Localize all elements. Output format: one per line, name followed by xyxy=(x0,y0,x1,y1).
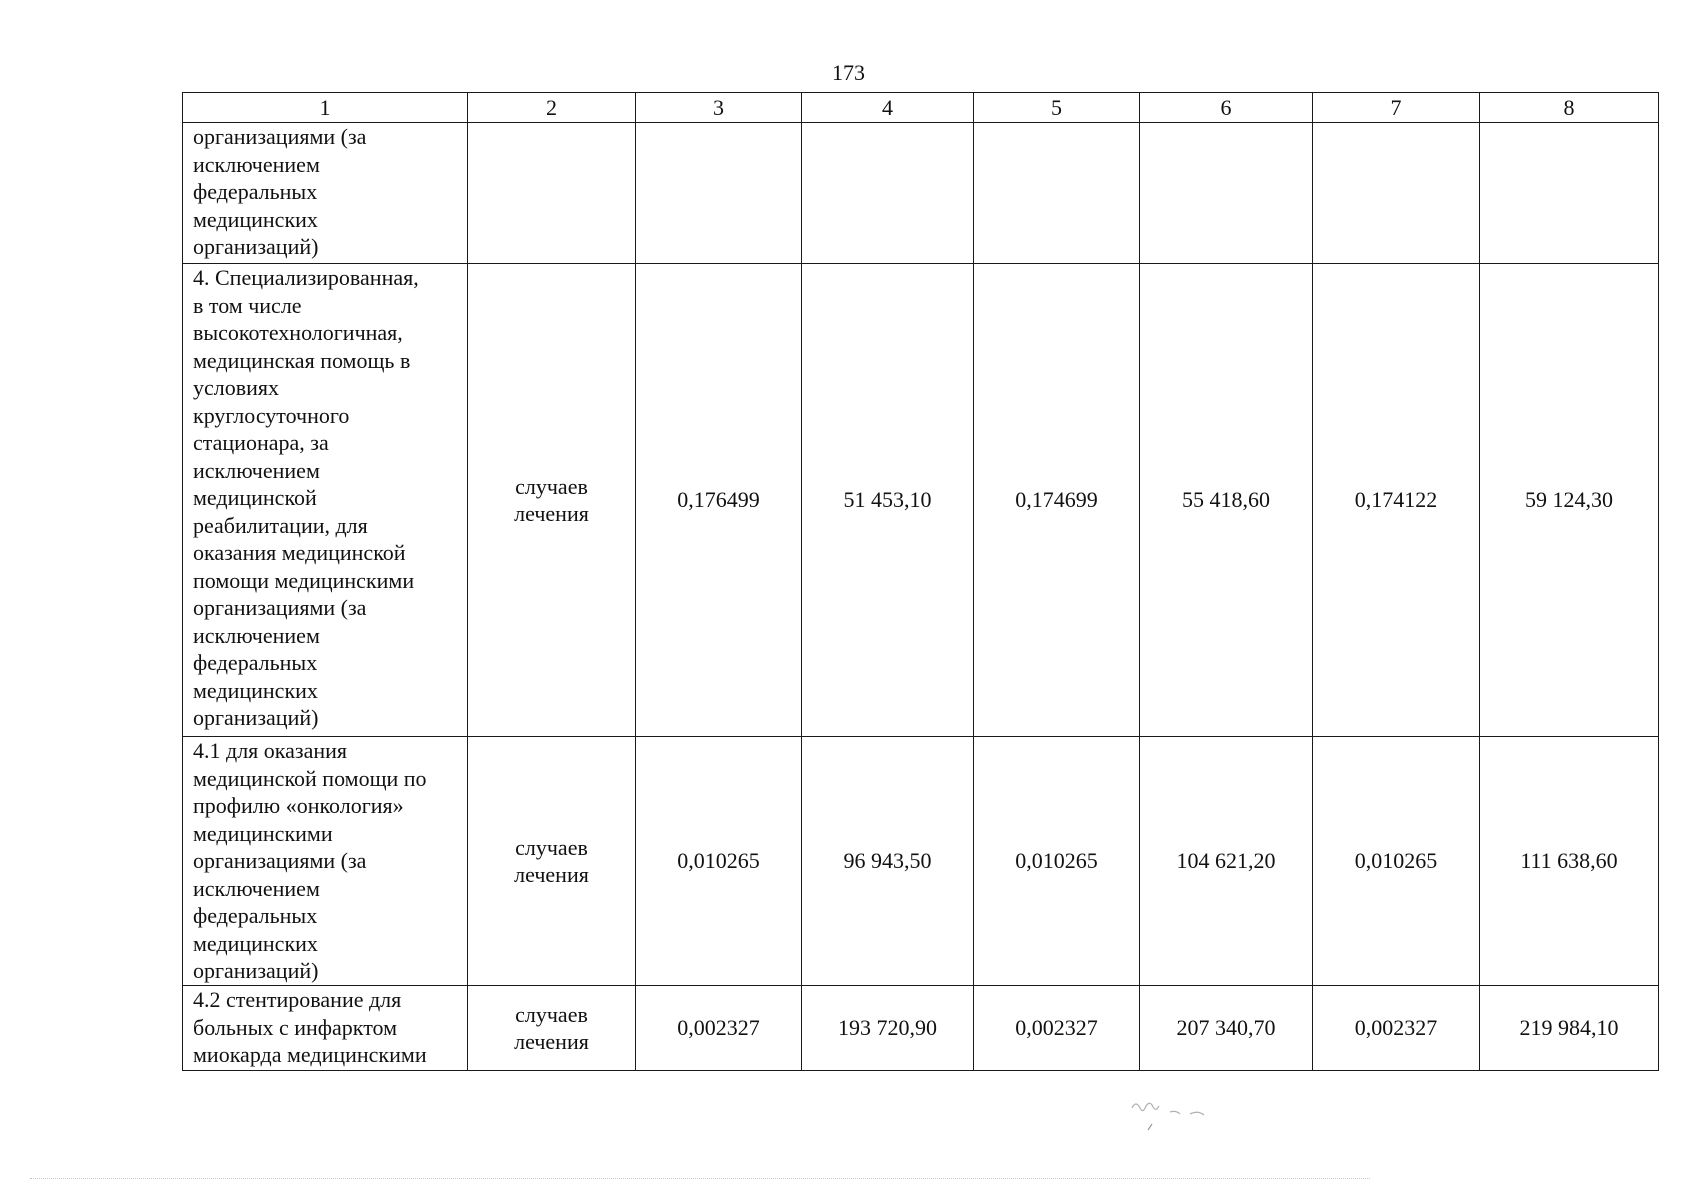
row-value: 0,002327 xyxy=(636,986,802,1071)
row-unit: случаев лечения xyxy=(468,986,636,1071)
row-value: 0,174122 xyxy=(1313,264,1480,737)
row-value xyxy=(636,123,802,264)
row-description: 4.1 для оказания медицинской помощи по профилю «онкология» медицинскими организациями (за исключением федеральных медицинских организаций) xyxy=(183,737,468,986)
row-description: организациями (за исключением федеральных медицинских организаций) xyxy=(183,123,468,264)
row-value: 0,002327 xyxy=(974,986,1140,1071)
scan-edge-line xyxy=(30,1178,1370,1179)
column-header: 8 xyxy=(1480,93,1659,123)
row-value: 104 621,20 xyxy=(1140,737,1313,986)
row-value: 0,002327 xyxy=(1313,986,1480,1071)
row-unit xyxy=(468,123,636,264)
row-value xyxy=(1313,123,1480,264)
row-value: 0,010265 xyxy=(974,737,1140,986)
handwritten-mark xyxy=(1130,1094,1260,1134)
table-row xyxy=(183,264,1659,737)
row-value xyxy=(974,123,1140,264)
page-number: 173 xyxy=(832,60,865,85)
table-row xyxy=(183,123,1659,264)
column-number-row xyxy=(183,93,1659,123)
row-value: 111 638,60 xyxy=(1480,737,1659,986)
row-description: 4. Специализированная, в том числе высокотехнологичная, медицинская помощь в условиях круглосуточного стационара, за исключением медицинской реабилитации, для оказания медицинской помощи медицинскими организациями (за исключением федеральных медицинских организаций) xyxy=(183,264,468,737)
table-row xyxy=(183,986,1659,1071)
column-header: 2 xyxy=(468,93,636,123)
row-unit: случаев лечения xyxy=(468,737,636,986)
table-row xyxy=(183,737,1659,986)
column-header: 3 xyxy=(636,93,802,123)
column-header: 7 xyxy=(1313,93,1480,123)
row-value: 51 453,10 xyxy=(802,264,974,737)
row-value: 0,174699 xyxy=(974,264,1140,737)
row-value: 207 340,70 xyxy=(1140,986,1313,1071)
row-value: 96 943,50 xyxy=(802,737,974,986)
row-value: 0,176499 xyxy=(636,264,802,737)
column-header: 4 xyxy=(802,93,974,123)
row-value: 0,010265 xyxy=(636,737,802,986)
row-value: 193 720,90 xyxy=(802,986,974,1071)
row-value: 0,010265 xyxy=(1313,737,1480,986)
row-description: 4.2 стентирование для больных с инфарктом миокарда медицинскими xyxy=(183,986,468,1071)
row-unit: случаев лечения xyxy=(468,264,636,737)
row-value: 219 984,10 xyxy=(1480,986,1659,1071)
column-header: 1 xyxy=(183,93,468,123)
row-value: 55 418,60 xyxy=(1140,264,1313,737)
column-header: 5 xyxy=(974,93,1140,123)
row-value xyxy=(1480,123,1659,264)
row-value xyxy=(1140,123,1313,264)
row-value: 59 124,30 xyxy=(1480,264,1659,737)
column-header: 6 xyxy=(1140,93,1313,123)
row-value xyxy=(802,123,974,264)
data-table xyxy=(182,92,1659,1071)
